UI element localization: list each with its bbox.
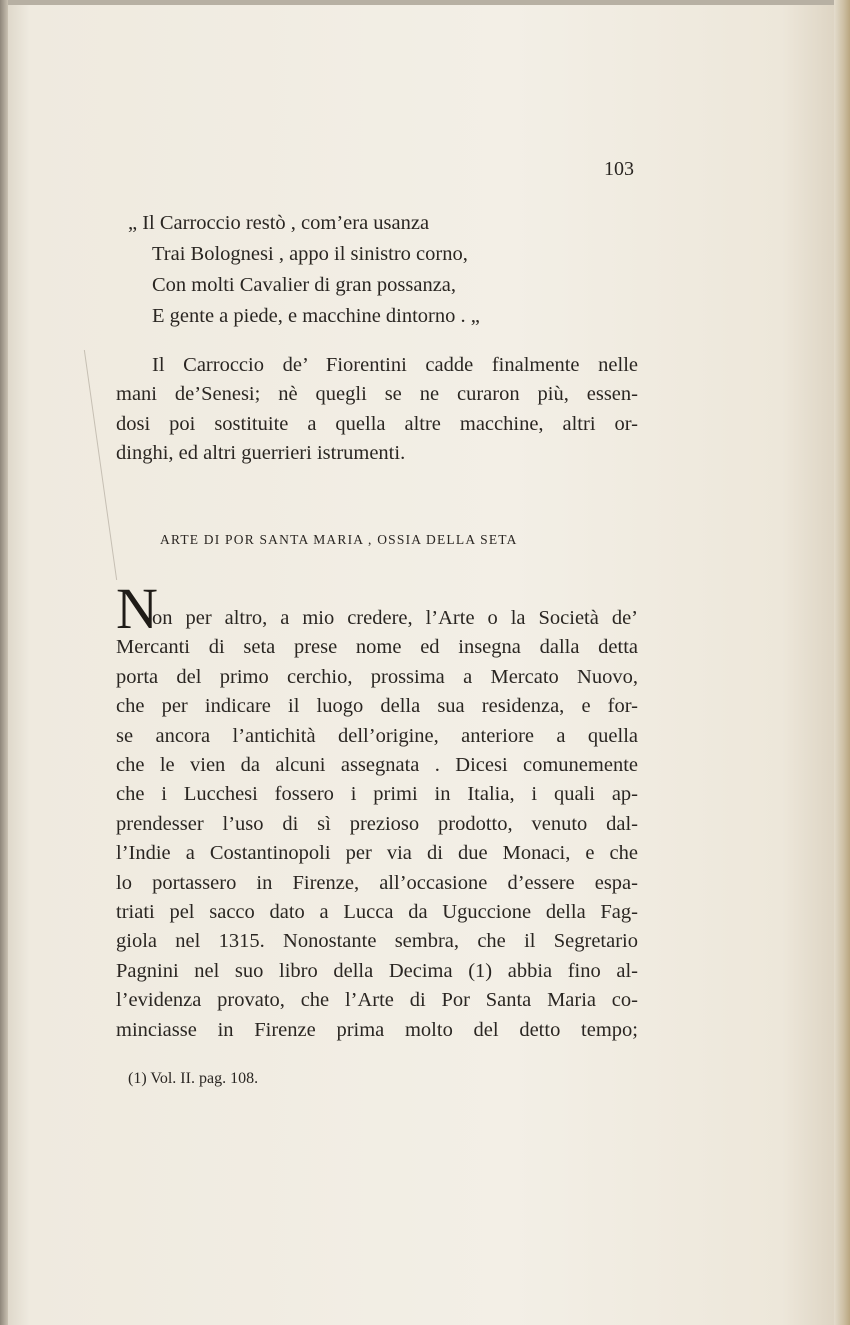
text-line: prendesser l’uso di sì prezioso prodotto, venuto dal-	[116, 812, 638, 835]
verse-line: Con molti Cavalier di gran possanza,	[152, 274, 457, 296]
verse-line: „ Il Carroccio restò , com’era usanza	[128, 212, 430, 234]
section-heading: ARTE DI POR SANTA MARIA , OSSIA DELLA SETA	[160, 532, 518, 547]
verse-line: Trai Bolognesi , appo il sinistro corno,	[152, 243, 468, 265]
text-line: lo portassero in Firenze, all’occasione d’essere espa-	[116, 871, 638, 894]
text-line: minciasse in Firenze prima molto del detto tempo;	[116, 1018, 638, 1041]
paragraph-seta	[116, 604, 638, 1045]
drop-cap: N	[116, 576, 158, 641]
page-top-edge	[0, 0, 850, 5]
text-line: che le vien da alcuni assegnata . Dicesi comunemente	[116, 754, 638, 777]
verse-block	[128, 208, 480, 332]
text-line: Mercanti di seta prese nome ed insegna dalla detta	[116, 636, 638, 659]
text-line: se ancora l’antichità dell’origine, anteriore a quella	[116, 724, 638, 747]
text-line: dosi poi sostituite a quella altre macchine, altri or-	[116, 412, 638, 435]
text-line: giola nel 1315. Nonostante sembra, che il Segretario	[116, 930, 638, 953]
paragraph-carroccio	[116, 351, 638, 469]
page-right-edge	[834, 0, 850, 1325]
text-line: dinghi, ed altri guerrieri istrumenti.	[116, 442, 406, 465]
text-line: l’Indie a Costantinopoli per via di due Monaci, e che	[116, 842, 638, 865]
text-line: che per indicare il luogo della sua residenza, e for-	[116, 695, 638, 718]
text-line: l’evidenza provato, che l’Arte di Por Santa Maria co-	[116, 989, 638, 1012]
page-left-edge	[0, 0, 8, 1325]
page-number: 103	[604, 158, 634, 180]
text-line: porta del primo cerchio, prossima a Mercato Nuovo,	[116, 665, 638, 688]
text-line: triati pel sacco dato a Lucca da Uguccione della Fag-	[116, 901, 638, 924]
verse-line: E gente a piede, e macchine dintorno . „	[152, 305, 480, 327]
text-line: che i Lucchesi fossero i primi in Italia, i quali ap-	[116, 783, 638, 806]
text-line: mani de’Senesi; nè quegli se ne curaron più, essen-	[116, 383, 638, 406]
text-line: on per altro, a mio credere, l’Arte o la Società de’	[152, 607, 638, 629]
text-line: Il Carroccio de’ Fiorentini cadde finalmente nelle	[152, 354, 638, 376]
footnote: (1) Vol. II. pag. 108.	[128, 1070, 259, 1087]
text-line: Pagnini nel suo libro della Decima (1) abbia fino al-	[116, 959, 638, 982]
